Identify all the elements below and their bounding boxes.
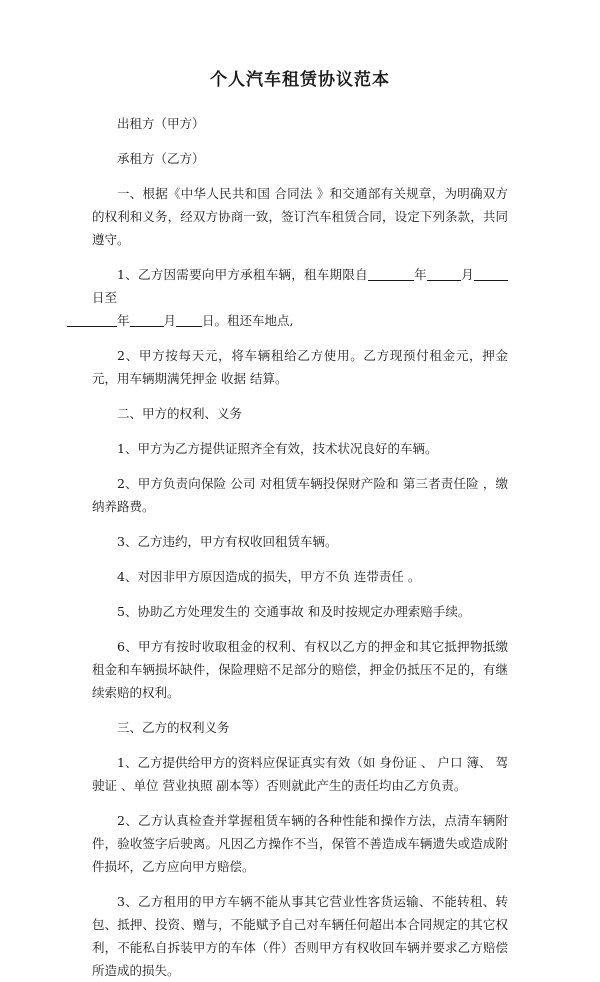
- clause-text: 年: [117, 313, 130, 328]
- lessee-line: 承租方（乙方）: [117, 151, 205, 166]
- blank-start-day: [474, 266, 508, 281]
- list-item: 6、甲方有按时收取租金的权利、有权以乙方的押金和其它抵押物抵缴租金和车辆损坏缺件，保险理赔不足部分的赔偿，押金仍抵压不足的，有继续索赔的权利。: [92, 639, 508, 700]
- blank-start-month: [427, 266, 461, 281]
- clause-text: 1、乙方因需要向甲方承租车辆，租车期限自: [117, 267, 368, 282]
- blank-end-month: [130, 312, 164, 327]
- list-item: 1、甲方为乙方提供证照齐全有效，技术状况良好的车辆。: [117, 441, 438, 456]
- list-item: 4、对因非甲方原因造成的损失，甲方不负 连带责任 。: [117, 569, 421, 584]
- list-item: 1、乙方提供给甲方的资料应保证真实有效（如 身份证 、 户口 簿、 驾驶证 、单位 营业执照 副本等）否则就此产生的责任均由乙方负责。: [92, 755, 508, 793]
- section-title-lessor-rights: 二、甲方的权利、义务: [117, 406, 243, 421]
- intro-paragraph: 一、根据《中华人民共和国 合同法 》和交通部有关规章，为明确双方的权利和义务，经双方协商一致，签订汽车租赁合同，设定下列条款，共同遵守。: [92, 186, 508, 247]
- list-item: 2、甲方负责向保险 公司 对租赁车辆投保财产险和 第三者责任险 ，缴纳养路费。: [92, 476, 508, 514]
- blank-start-year: [368, 266, 414, 281]
- clause-rent-deposit: 2、甲方按每天元，将车辆租给乙方使用。乙方现预付租金元，押金元，用车辆期满凭押金 收据 结算。: [92, 348, 508, 386]
- list-item: 3、乙方违约，甲方有权收回租赁车辆。: [117, 534, 338, 549]
- list-item: 5、协助乙方处理发生的 交通事故 和及时按规定办理索赔手续。: [117, 604, 471, 619]
- clause-text: 日至: [92, 290, 118, 305]
- clause-rental-period: [92, 263, 508, 332]
- clause-text: 日。租还车地点,: [202, 313, 294, 328]
- document-title: 个人汽车租赁协议范本: [210, 70, 390, 90]
- clause-text: 月: [460, 267, 474, 282]
- section-title-lessee-rights: 三、乙方的权利义务: [117, 720, 230, 735]
- clause-text: 月: [163, 313, 177, 328]
- blank-end-day: [176, 312, 202, 327]
- blank-end-year: [67, 312, 117, 327]
- clause-text: 年: [413, 267, 427, 282]
- list-item: 2、乙方认真检查并掌握租赁车辆的各种性能和操作方法，点清车辆附件，验收签字后驶离。凡因乙方操作不当，保管不善造成车辆遗失或造成附件损坏，乙方应向甲方赔偿。: [92, 813, 508, 874]
- list-item: 3、乙方租用的甲方车辆不能从事其它营业性客货运输、不能转租、转包、抵押、投资、赠与，不能赋予自己对车辆任何超出本合同规定的其它权利，不能私自拆装甲方的车体（件）否则甲方有权收回车辆并要求乙方赔偿所造成的损失。: [92, 894, 508, 978]
- lessor-line: 出租方（甲方）: [117, 116, 205, 131]
